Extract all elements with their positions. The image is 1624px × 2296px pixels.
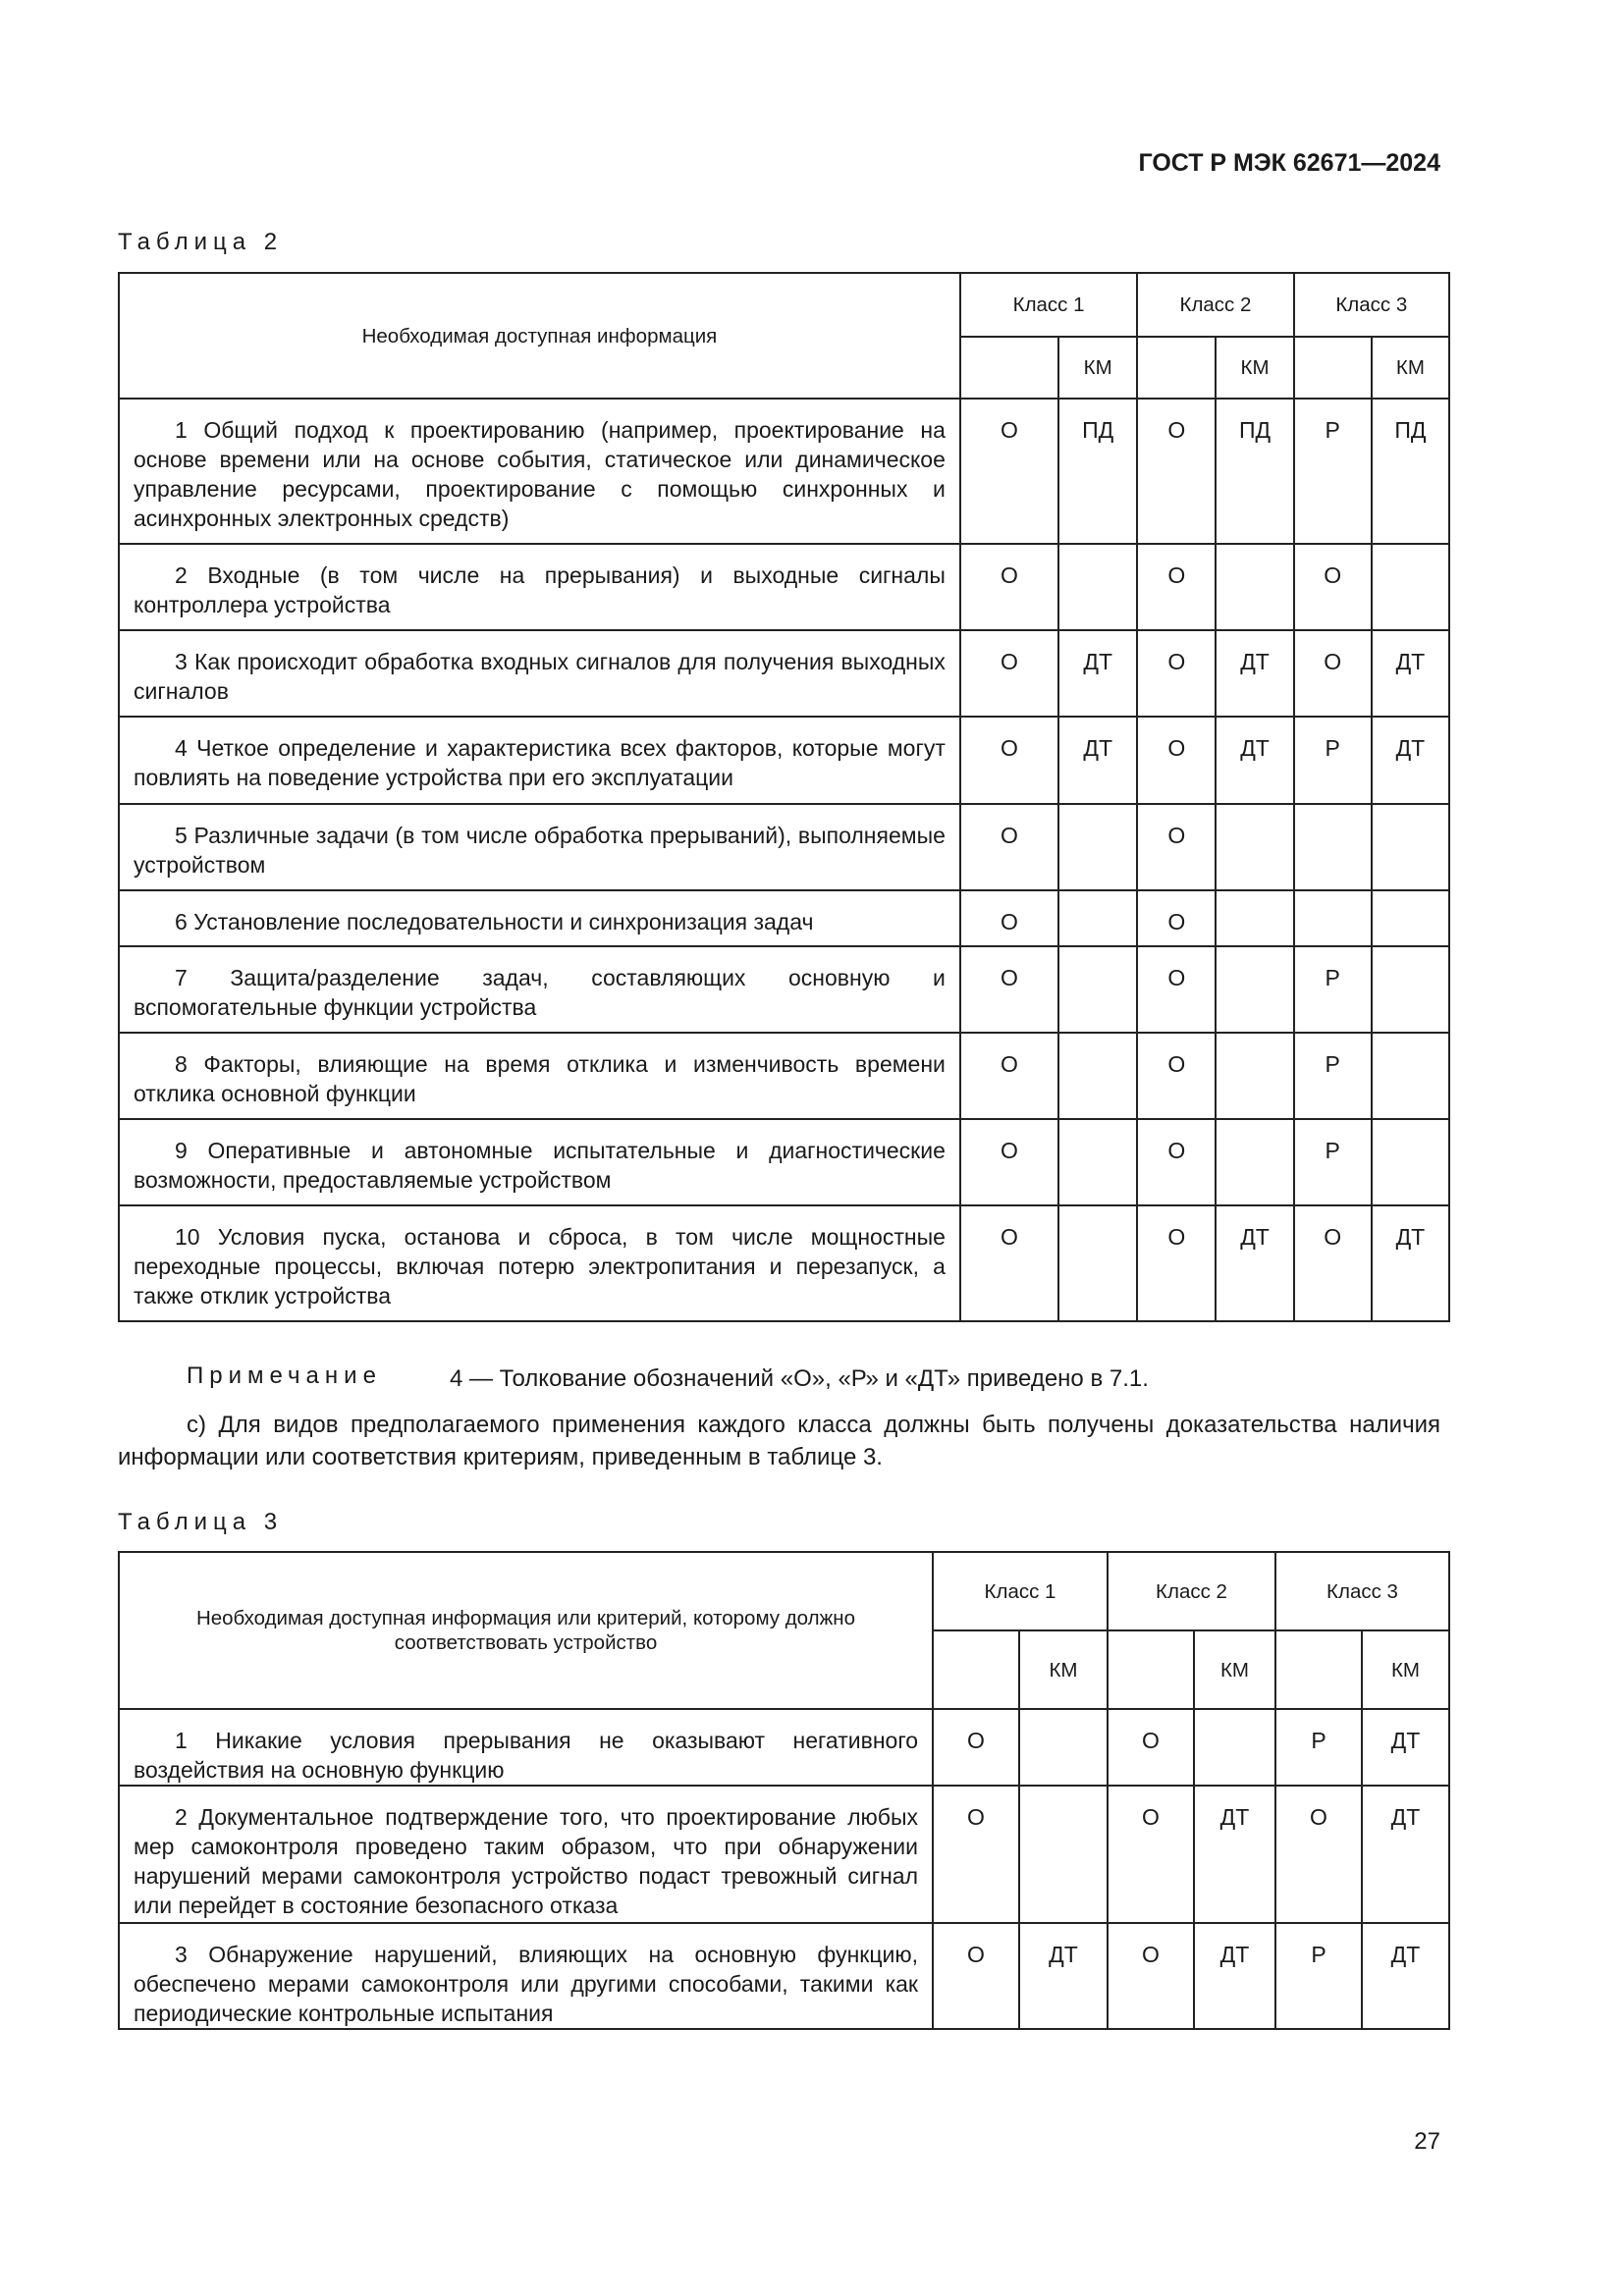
table2-row-text	[119, 630, 960, 717]
table3-row-value: О	[1108, 1786, 1194, 1923]
table-3-header-km: КМ	[1194, 1630, 1275, 1709]
table2-row-value: ПД	[1058, 399, 1137, 544]
table2-row-value: ДТ	[1372, 717, 1449, 804]
table2-row	[119, 399, 1449, 544]
table2-row-value	[1058, 1033, 1137, 1119]
table-2	[118, 272, 1450, 1322]
table3-row-value: ДТ	[1194, 1923, 1275, 2029]
table3-row-text	[119, 1786, 933, 1923]
table-3	[118, 1551, 1450, 2030]
table2-row-value: О	[1137, 1205, 1216, 1321]
table2-row	[119, 1033, 1449, 1119]
table2-row-value: О	[1137, 804, 1216, 890]
table2-row-text	[119, 890, 960, 946]
table2-row-value: ДТ	[1216, 717, 1293, 804]
table-3-header-class-2: Класс 2	[1108, 1552, 1275, 1630]
table-2-header-class-3: Класс 3	[1294, 273, 1449, 337]
table2-row-value: О	[1137, 1033, 1216, 1119]
table-3-header-blank	[1108, 1630, 1194, 1709]
table2-row-description: 9 Оперативные и автономные испытательные и диагностические возможности, предоставляемые устройством	[134, 1138, 946, 1193]
table3-row-description: 1 Никакие условия прерывания не оказывают негативного воздействия на основную функцию	[134, 1728, 918, 1783]
table-2-header-blank	[1294, 337, 1372, 399]
table3-row-text	[119, 1923, 933, 2029]
table3-row-value: О	[1108, 1709, 1194, 1786]
table2-row-text	[119, 399, 960, 544]
table2-row-value: О	[1137, 890, 1216, 946]
table2-row-description: 5 Различные задачи (в том числе обработка прерываний), выполняемые устройством	[134, 823, 946, 878]
table-2-header-main: Необходимая доступная информация	[119, 273, 960, 399]
table2-row-value: О	[960, 1033, 1058, 1119]
table2-row-value: Р	[1294, 399, 1372, 544]
table3-row-value: ДТ	[1362, 1923, 1449, 2029]
table2-row-value	[1058, 1205, 1137, 1321]
table2-row	[119, 946, 1449, 1033]
table3-row-value	[1019, 1786, 1108, 1923]
table2-row-value: Р	[1294, 946, 1372, 1033]
table-2-header-km: КМ	[1058, 337, 1137, 399]
table2-row-value	[1372, 804, 1449, 890]
table2-row-value	[1216, 890, 1293, 946]
table3-row-value: Р	[1275, 1709, 1362, 1786]
table2-row-text	[119, 1033, 960, 1119]
table2-row-value: Р	[1294, 1119, 1372, 1205]
note-label: Примечание	[187, 1362, 382, 1389]
table-3-label: Таблица 3	[118, 1509, 284, 1535]
table2-row-description: 2 Входные (в том числе на прерывания) и выходные сигналы контроллера устройства	[134, 562, 946, 617]
table2-row-value: О	[1137, 399, 1216, 544]
table-2-header-blank	[1137, 337, 1216, 399]
table3-row-value: О	[933, 1709, 1019, 1786]
table3-row-value: ДТ	[1194, 1786, 1275, 1923]
table2-row-description: 1 Общий подход к проектированию (например, проектирование на основе времени или на основе события, статическое или динамическое управление ресурсами, проектирование с помощью синхронных и асинхронных электронных средств)	[134, 417, 946, 531]
page-number: 27	[1414, 2128, 1440, 2155]
table2-row-value: ПД	[1216, 399, 1293, 544]
table2-row-value	[1216, 804, 1293, 890]
table2-row-value	[1216, 1119, 1293, 1205]
table3-row	[119, 1923, 1449, 2029]
table2-row-text	[119, 1119, 960, 1205]
table-3-header-blank	[933, 1630, 1019, 1709]
table-2-header-km: КМ	[1372, 337, 1449, 399]
table3-row-description: 3 Обнаружение нарушений, влияющих на основную функцию, обеспечено мерами самоконтроля или другими способами, такими как периодические контрольные испытания	[134, 1942, 918, 2026]
table2-row-value: О	[960, 890, 1058, 946]
table2-row-value: О	[1294, 630, 1372, 717]
table2-row-value: О	[960, 399, 1058, 544]
table-3-header-class-1: Класс 1	[933, 1552, 1108, 1630]
table2-row-description: 7 Защита/разделение задач, составляющих основную и вспомогательные функции устройства	[134, 965, 946, 1020]
table3-row-value	[1194, 1709, 1275, 1786]
table-3-header-main: Необходимая доступная информация или критерий, которому должно соответствовать устройство	[119, 1552, 933, 1709]
table2-row-value: Р	[1294, 1033, 1372, 1119]
table2-row	[119, 890, 1449, 946]
table2-row-text	[119, 946, 960, 1033]
table2-row-value	[1372, 946, 1449, 1033]
table2-row-description: 10 Условия пуска, останова и сброса, в том числе мощностные переходные процессы, включая потерю электропитания и перезапуск, а также отклик устройства	[134, 1224, 946, 1308]
table2-row-value	[1058, 890, 1137, 946]
table2-row-value: О	[960, 946, 1058, 1033]
table2-row-value: ДТ	[1058, 717, 1137, 804]
table2-row-value	[1372, 1119, 1449, 1205]
table2-row-text	[119, 544, 960, 630]
table-2-header-class-2: Класс 2	[1137, 273, 1293, 337]
table2-row-value	[1372, 544, 1449, 630]
table2-row-value: О	[1137, 544, 1216, 630]
table2-row-text	[119, 1205, 960, 1321]
table-2-header-blank	[960, 337, 1058, 399]
table2-row-value: ДТ	[1216, 1205, 1293, 1321]
table-2-header-class-1: Класс 1	[960, 273, 1137, 337]
document-code: ГОСТ Р МЭК 62671—2024	[1138, 149, 1440, 177]
table3-row-value: ДТ	[1362, 1709, 1449, 1786]
table2-row-value: О	[1294, 1205, 1372, 1321]
table2-row-value: О	[960, 1119, 1058, 1205]
table3-row-value: ДТ	[1019, 1923, 1108, 2029]
table2-row-value	[1058, 946, 1137, 1033]
table2-row-value: ДТ	[1372, 630, 1449, 717]
table3-row	[119, 1709, 1449, 1786]
table2-row	[119, 1205, 1449, 1321]
table2-row-description: 6 Установление последовательности и синхронизация задач	[175, 909, 814, 934]
table-3-header-km: КМ	[1362, 1630, 1449, 1709]
table2-row-value: Р	[1294, 717, 1372, 804]
table-3-header-class-3: Класс 3	[1275, 1552, 1449, 1630]
table2-row-value: О	[1137, 946, 1216, 1033]
table-3-header-km: КМ	[1019, 1630, 1108, 1709]
paragraph-c: с) Для видов предполагаемого применения каждого класса должны быть получены доказательства наличия информации или соответствия критериям, приведенным в таблице 3.	[118, 1412, 1440, 1470]
table3-row-value: ДТ	[1362, 1786, 1449, 1923]
table2-row-value	[1058, 1119, 1137, 1205]
table3-row-value: О	[933, 1786, 1019, 1923]
table2-row-value: О	[960, 1205, 1058, 1321]
table2-row-value	[1216, 1033, 1293, 1119]
table-3-header-blank	[1275, 1630, 1362, 1709]
table3-row	[119, 1786, 1449, 1923]
table2-row-value: О	[960, 630, 1058, 717]
table2-row-value: О	[1137, 717, 1216, 804]
table2-row-value: ДТ	[1058, 630, 1137, 717]
table2-row-value	[1372, 1033, 1449, 1119]
table2-row-value: О	[1137, 630, 1216, 717]
table2-row	[119, 804, 1449, 890]
table3-row-value: О	[933, 1923, 1019, 2029]
table2-row-description: 4 Четкое определение и характеристика всех факторов, которые могут повлиять на поведение устройства при его эксплуатации	[134, 735, 946, 790]
table2-row-value	[1372, 890, 1449, 946]
table2-row	[119, 717, 1449, 804]
table2-row-value: О	[1137, 1119, 1216, 1205]
table2-row-value: ДТ	[1372, 1205, 1449, 1321]
note-text: 4 — Толкование обозначений «О», «Р» и «ДТ» приведено в 7.1.	[450, 1365, 1149, 1392]
table2-row-value	[1216, 946, 1293, 1033]
table3-row-value	[1019, 1709, 1108, 1786]
table2-row-value: О	[960, 804, 1058, 890]
table3-row-text	[119, 1709, 933, 1786]
table2-row-value: О	[1294, 544, 1372, 630]
table2-row-description: 8 Факторы, влияющие на время отклика и изменчивость времени отклика основной функции	[134, 1051, 946, 1106]
table-2-header-km: КМ	[1216, 337, 1293, 399]
table2-row-value	[1058, 804, 1137, 890]
table3-row-value: О	[1108, 1923, 1194, 2029]
table2-row-value	[1216, 544, 1293, 630]
table2-row-value	[1294, 804, 1372, 890]
table3-row-description: 2 Документальное подтверждение того, что проектирование любых мер самоконтроля проведено таким образом, что при обнаружении нарушений мерами самоконтроля устройство подаст тревожный сигнал или перейдет в состояние безопасного отказа	[134, 1804, 918, 1918]
table2-row-value: ПД	[1372, 399, 1449, 544]
table2-row-value: О	[960, 544, 1058, 630]
table2-row-value	[1058, 544, 1137, 630]
table2-row-text	[119, 804, 960, 890]
table2-row	[119, 1119, 1449, 1205]
table2-row-value	[1294, 890, 1372, 946]
table2-row	[119, 630, 1449, 717]
table2-row-value: О	[960, 717, 1058, 804]
table2-row-text	[119, 717, 960, 804]
table3-row-value: Р	[1275, 1923, 1362, 2029]
table2-row-value: ДТ	[1216, 630, 1293, 717]
table3-row-value: О	[1275, 1786, 1362, 1923]
table2-row	[119, 544, 1449, 630]
table2-row-description: 3 Как происходит обработка входных сигналов для получения выходных сигналов	[134, 649, 946, 704]
table-2-label: Таблица 2	[118, 229, 284, 255]
